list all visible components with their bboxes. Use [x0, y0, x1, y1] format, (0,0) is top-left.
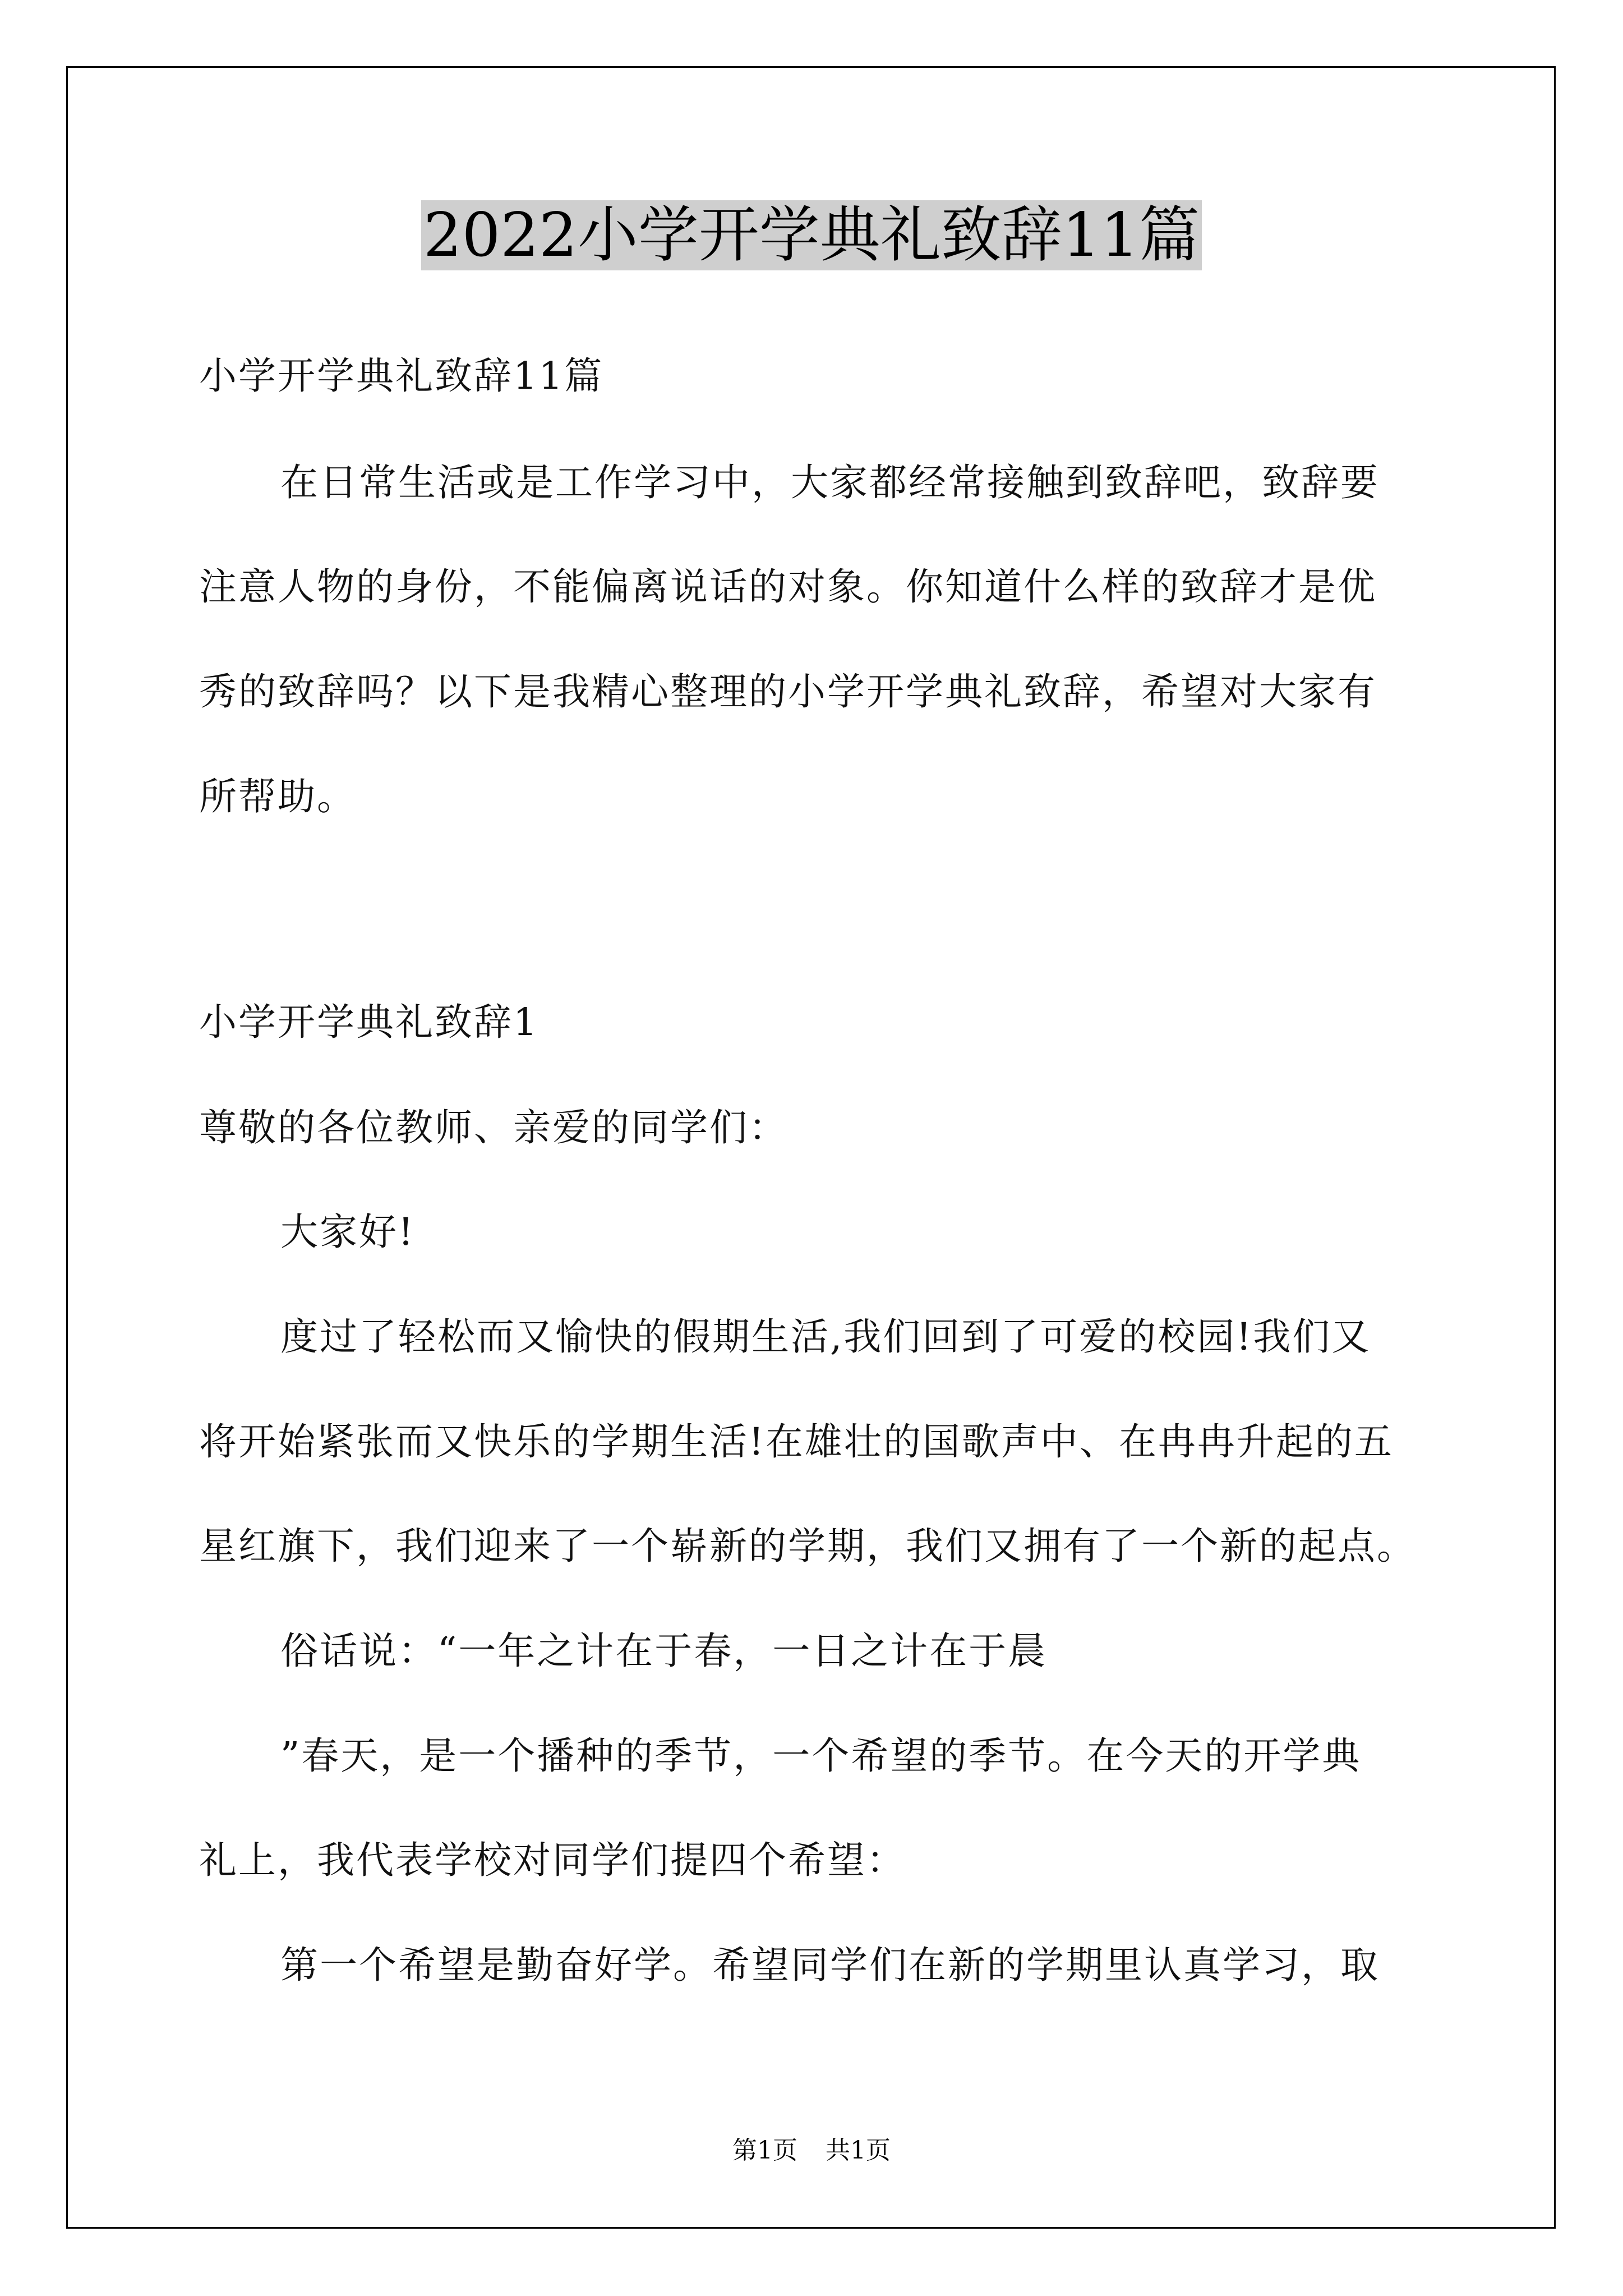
greeting-line: 大家好! [280, 1210, 415, 1254]
paragraph-line: 礼上，我代表学校对同学们提四个希望： [199, 1838, 906, 1882]
paragraph-line: 秀的致辞吗？以下是我精心整理的小学开学典礼致辞，希望对大家有 [199, 670, 1377, 714]
document-title-text: 2022小学开学典礼致辞11篇 [421, 200, 1202, 270]
document-title [0, 199, 1623, 272]
section-heading: 小学开学典礼致辞1 [199, 1000, 539, 1044]
paragraph-line: 注意人物的身份，不能偏离说话的对象。你知道什么样的致辞才是优 [199, 565, 1377, 609]
paragraph-line: 星红旗下，我们迎来了一个崭新的学期，我们又拥有了一个新的起点。 [199, 1524, 1416, 1568]
paragraph-line: 将开始紧张而又快乐的学期生活!在雄壮的国歌声中、在冉冉升起的五 [199, 1420, 1394, 1464]
paragraph-line: 俗话说：“一年之计在于春，一日之计在于晨 [280, 1629, 1048, 1673]
paragraph-line: 所帮助。 [199, 775, 356, 818]
paragraph-line: 在日常生活或是工作学习中，大家都经常接触到致辞吧，致辞要 [280, 461, 1380, 504]
paragraph-line: 度过了轻松而又愉快的假期生活,我们回到了可爱的校园!我们又 [280, 1315, 1371, 1359]
page-footer [0, 2136, 1623, 2165]
paragraph-line: ”春天，是一个播种的季节，一个希望的季节。在今天的开学典 [280, 1734, 1362, 1778]
subtitle-line: 小学开学典礼致辞11篇 [199, 354, 604, 398]
paragraph-line: 第一个希望是勤奋好学。希望同学们在新的学期里认真学习，取 [280, 1943, 1380, 1987]
page-total: 共1页 [826, 2136, 891, 2165]
salutation-line: 尊敬的各位教师、亲爱的同学们： [199, 1106, 788, 1149]
page-number: 第1页 [732, 2136, 797, 2165]
